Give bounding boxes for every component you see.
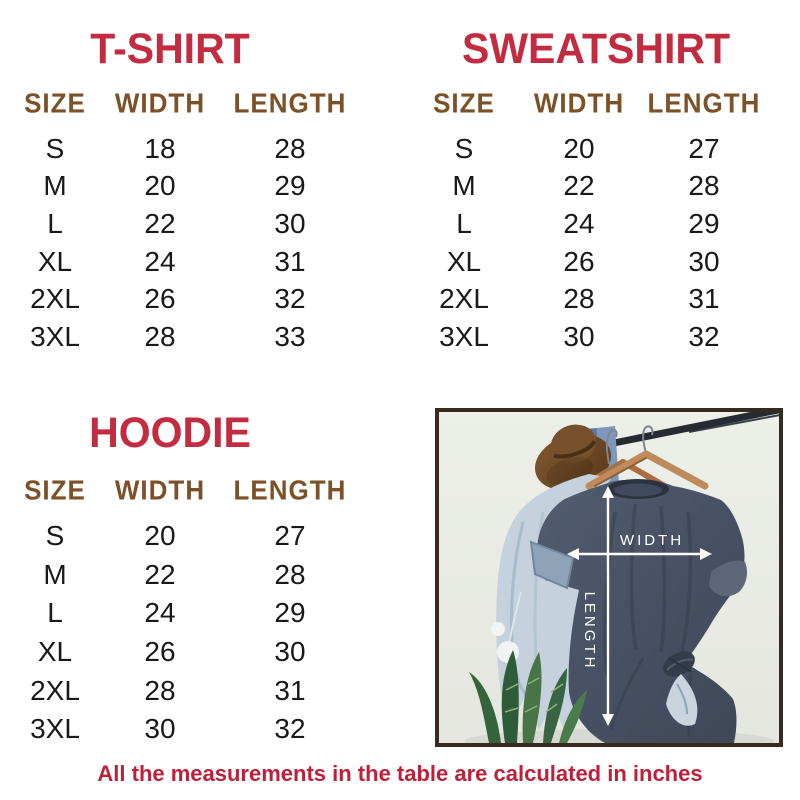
table-row <box>15 318 355 356</box>
table-row <box>15 168 355 206</box>
table-cell: 2XL <box>30 283 80 315</box>
column-header-length: LENGTH <box>233 87 347 119</box>
column-header-width: WIDTH <box>114 474 206 506</box>
table-cell: 32 <box>274 713 306 745</box>
table-cell: XL <box>446 245 482 277</box>
sweatshirt-title: SWEATSHIRT <box>461 23 730 73</box>
length-label: LENGTH <box>581 591 598 671</box>
table-cell: 26 <box>144 636 176 668</box>
measurement-note: All the measurements in the table are calculated in inches <box>97 761 703 786</box>
table-cell: 3XL <box>30 320 80 352</box>
table-cell: M <box>452 170 476 202</box>
table-cell: 31 <box>274 245 306 277</box>
tshirt-title: T-SHIRT <box>90 23 250 73</box>
table-row <box>15 633 355 672</box>
pompom <box>491 622 505 636</box>
table-cell: S <box>454 132 474 164</box>
table-cell: 27 <box>274 520 306 552</box>
table-cell: 22 <box>144 207 176 239</box>
sweatshirt-table-header <box>408 88 770 118</box>
table-cell: 30 <box>688 245 720 277</box>
table-row <box>408 168 770 206</box>
table-cell: M <box>43 558 67 590</box>
table-cell: 33 <box>274 320 306 352</box>
table-row <box>15 556 355 595</box>
table-row <box>15 243 355 281</box>
table-cell: 20 <box>144 520 176 552</box>
table-row <box>408 280 770 318</box>
table-row <box>408 205 770 243</box>
table-cell: 22 <box>563 170 595 202</box>
sweatshirt-table-body <box>408 130 770 356</box>
table-cell: 31 <box>688 283 720 315</box>
table-cell: 30 <box>274 207 306 239</box>
table-cell: 29 <box>688 207 720 239</box>
table-cell: 28 <box>144 320 176 352</box>
table-cell: 31 <box>274 674 306 706</box>
table-row <box>15 517 355 556</box>
table-row <box>408 130 770 168</box>
table-cell: 2XL <box>30 674 80 706</box>
table-cell: XL <box>37 245 73 277</box>
table-cell: S <box>45 520 65 552</box>
hoodie-table-header <box>15 475 355 505</box>
column-header-size: SIZE <box>24 474 86 506</box>
table-cell: 24 <box>563 207 595 239</box>
tshirt-table-header <box>15 88 355 118</box>
table-cell: 26 <box>144 283 176 315</box>
table-cell: 32 <box>688 320 720 352</box>
table-row <box>408 318 770 356</box>
table-row <box>15 671 355 710</box>
table-cell: 22 <box>144 558 176 590</box>
table-cell: 28 <box>563 283 595 315</box>
table-cell: XL <box>37 636 73 668</box>
width-label: WIDTH <box>619 532 685 549</box>
column-header-length: LENGTH <box>647 87 761 119</box>
table-cell: 29 <box>274 170 306 202</box>
table-row <box>15 130 355 168</box>
table-cell: 20 <box>563 132 595 164</box>
table-row <box>15 280 355 318</box>
column-header-width: WIDTH <box>533 87 625 119</box>
pompom <box>497 641 519 663</box>
column-header-width: WIDTH <box>114 87 206 119</box>
size-guide-illustration <box>439 412 779 743</box>
hoodie-table-body <box>15 517 355 749</box>
table-cell: L <box>47 207 63 239</box>
table-cell: 18 <box>144 132 176 164</box>
table-cell: L <box>456 207 472 239</box>
table-cell: 28 <box>688 170 720 202</box>
table-cell: 2XL <box>439 283 489 315</box>
column-header-size: SIZE <box>433 87 495 119</box>
table-cell: 20 <box>144 170 176 202</box>
table-cell: 24 <box>144 597 176 629</box>
table-cell: 30 <box>563 320 595 352</box>
table-cell: 32 <box>274 283 306 315</box>
table-cell: 28 <box>144 674 176 706</box>
size-guide-photo <box>435 408 783 747</box>
column-header-length: LENGTH <box>233 474 347 506</box>
table-cell: 28 <box>274 132 306 164</box>
table-cell: 30 <box>274 636 306 668</box>
table-row <box>15 205 355 243</box>
hoodie-title: HOODIE <box>89 407 251 457</box>
table-row <box>15 710 355 749</box>
table-cell: 29 <box>274 597 306 629</box>
table-cell: S <box>45 132 65 164</box>
table-row <box>408 243 770 281</box>
table-cell: L <box>47 597 63 629</box>
table-cell: 3XL <box>30 713 80 745</box>
table-cell: 27 <box>688 132 720 164</box>
tshirt-table-body <box>15 130 355 356</box>
table-cell: M <box>43 170 67 202</box>
table-row <box>15 594 355 633</box>
column-header-size: SIZE <box>24 87 86 119</box>
table-cell: 26 <box>563 245 595 277</box>
table-cell: 3XL <box>439 320 489 352</box>
table-cell: 24 <box>144 245 176 277</box>
table-cell: 30 <box>144 713 176 745</box>
table-cell: 28 <box>274 558 306 590</box>
